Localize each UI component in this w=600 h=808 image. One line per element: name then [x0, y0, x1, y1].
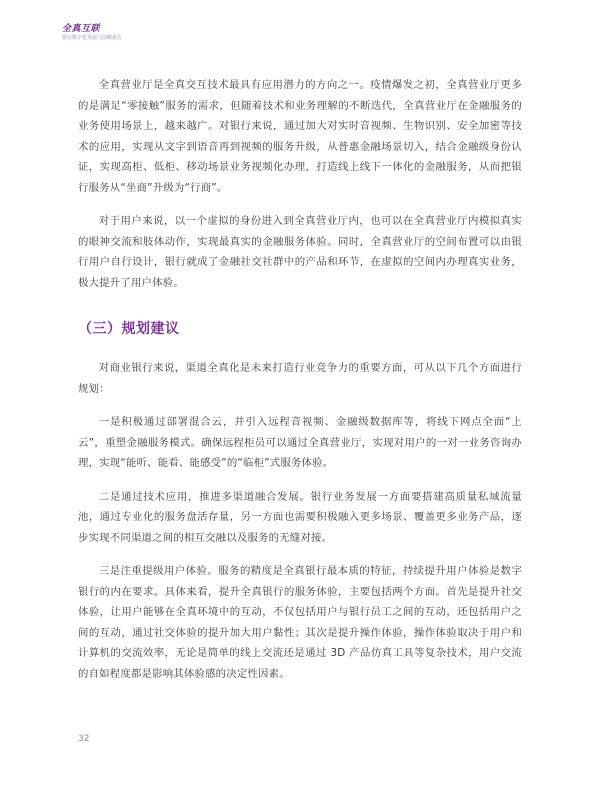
paragraph: 对商业银行来说，渠道全真化是未来打造行业竞争力的重要方面，可从以下几个方面进行规划： — [78, 362, 522, 395]
paragraph: 三是注重提级用户体验。服务的精度是全真银行最本质的特征，持续提升用户体验是数字银行的内在要求。具体来看，提升全真银行的服务体验，主要包括两个方面。首先是提升社交体验，让用户能够在全真环境中的互动，不仅包括用户与银行员工之间的互动，还包括用户之间的互动，通过社交体验的提升加大用户黏性；其次是提升操作体验，操作体验取决于用户和计算机的交流效率，无论是简单的线上交流还是通过 3D 产品仿真工具等复杂技术，用户交流的自如程度都是影响其体验感的决定性因素。 — [78, 565, 522, 680]
page-number: 32 — [78, 734, 90, 744]
paragraph: 全真营业厅是全真交互技术最具有应用潜力的方向之一。疫情爆发之初，全真营业厅更多的是满足“零接触”服务的需求，但随着技术和业务理解的不断迭代，全真营业厅在金融服务的业务使用场景上，越来越广。对银行来说，通过加大对实时音视频、生物识别、安全加密等技术的应用，实现从文字到语音再到视频的服务升级，从普惠金融场景切入，结合金融级身份认证，实现高柜、低柜、移动场景业务视频化办理，打造线上线下一体化的金融服务，从而把银行服务从“坐商”升级为“行商”。 — [78, 79, 522, 194]
brand-title: 全真互联 — [62, 24, 101, 34]
section-heading: （三）规划建议 — [78, 321, 180, 337]
paragraph: 对于用户来说，以一个虚拟的身份进入到全真营业厅内，也可以在全真营业厅内模拟真实的眼神交流和肢体动作，实现最真实的金融服务体验。同时，全真营业厅的空间布置可以由银行用户自行设计，银行就成了金融社交社群中的产品和环节，在虚拟的空间内办理真实业务，极大提升了用户体验。 — [78, 215, 522, 289]
paragraph: 二是通过技术应用，推进多渠道融合发展。银行业务发展一方面要搭建高质量私域流量池，通过专业化的服务盘活存量，另一方面也需要积极融入更多场景、覆盖更多业务产品，逐步实现不同渠道之间的相互交融以及服务的无缝对接。 — [78, 490, 522, 544]
paragraph: 一是积极通过部署混合云，并引入远程音视频、金融级数据库等，将线下网点全面“上云”，重塑金融服务模式。确保远程柜员可以通过全真营业厅，实现对用户的一对一业务咨询办理，实现“能听、能看、能感受”的“临柜”式服务体验。 — [78, 416, 522, 469]
page-header — [62, 24, 122, 42]
brand-subtitle: 银行数字化发展与前瞻报告 — [62, 35, 123, 41]
document-body — [78, 75, 522, 697]
